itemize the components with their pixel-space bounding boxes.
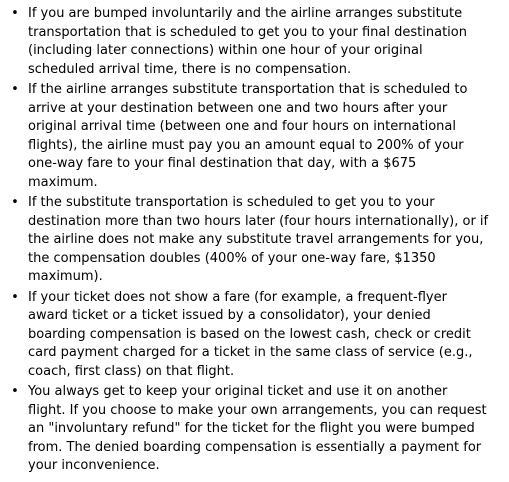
- list-item-text: [28, 194, 509, 287]
- text-line: original arrival time (between one and four hours on international: [28, 119, 457, 134]
- text-line: an "involuntary refund" for the ticket for the flight you were bumped: [28, 421, 475, 436]
- text-line: maximum).: [28, 269, 103, 284]
- bullet-icon: •: [11, 195, 19, 210]
- bullet-icon: •: [11, 384, 19, 399]
- list-item: [11, 289, 509, 382]
- bullet-icon: •: [11, 289, 19, 305]
- text-line: arrive at your destination between one and two hours after your: [28, 100, 448, 116]
- text-line: transportation that is scheduled to get you to your final destination: [28, 24, 467, 40]
- text-line: from. The denied boarding compensation is essentially a payment for: [28, 439, 482, 455]
- list-item-text: [28, 289, 509, 382]
- text-line: If your ticket does not show a fare (for example, a frequent-flyer: [28, 289, 447, 305]
- text-line: scheduled arrival time, there is no compensation.: [28, 61, 352, 77]
- text-line: flight. If you choose to make your own arrangements, you can request: [28, 402, 487, 418]
- bullet-icon: •: [11, 82, 19, 97]
- text-line: your inconvenience.: [28, 458, 160, 473]
- text-line: boarding compensation is based on the lowest cash, check or credit: [28, 326, 471, 342]
- text-line: (including later connections) within one hour of your original: [28, 43, 423, 58]
- text-line: flights), the airline must pay you an amount equal to 200% of your: [28, 137, 464, 153]
- text-line: destination more than two hours later (four hours internationally), or if: [28, 213, 489, 229]
- text-line: If you are bumped involuntarily and the airline arranges substitute: [28, 6, 463, 21]
- text-line: coach, first class) on that flight.: [28, 363, 235, 379]
- text-line: If the airline arranges substitute transportation that is scheduled to: [28, 82, 468, 97]
- list-item: [11, 5, 509, 79]
- text-line: You always get to keep your original ticket and use it on another: [28, 384, 448, 399]
- text-line: card payment charged for a ticket in the same class of service (e.g.,: [28, 345, 473, 360]
- text-line: the compensation doubles (400% of your one-way fare, $1350: [28, 250, 436, 266]
- text-line: maximum.: [28, 174, 98, 190]
- list-item-text: [28, 81, 509, 192]
- bullet-icon: •: [11, 6, 19, 21]
- list-item: [11, 383, 509, 476]
- text-line: one-way fare to your final destination that day, with a $675: [28, 156, 417, 171]
- list-item: [11, 81, 509, 192]
- text-line: If the substitute transportation is scheduled to get you to your: [28, 195, 435, 210]
- list-item-text: [28, 383, 509, 476]
- text-line: the airline does not make any substitute travel arrangements for you,: [28, 232, 484, 247]
- list-item-text: [28, 5, 509, 79]
- list-item: [11, 194, 509, 287]
- text-line: award ticket or a ticket issued by a consolidator), your denied: [28, 308, 431, 323]
